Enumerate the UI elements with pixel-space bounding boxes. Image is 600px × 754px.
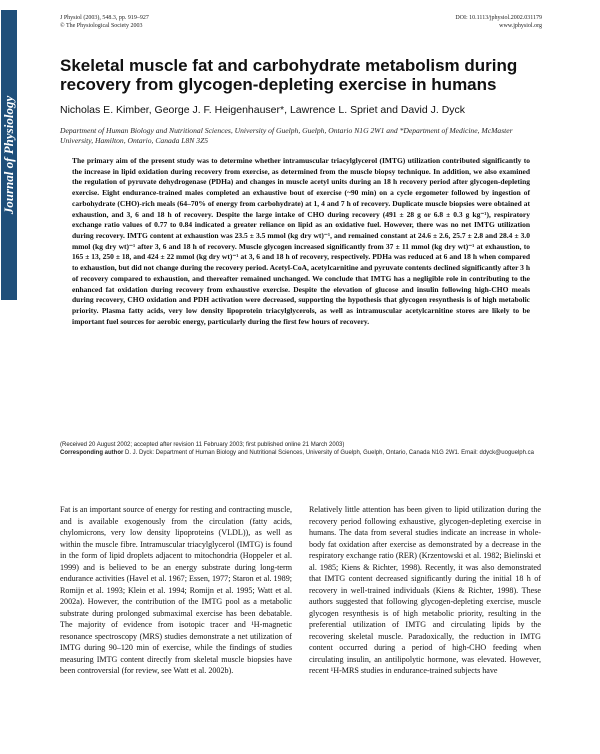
article-title: Skeletal muscle fat and carbohydrate metabolism during recovery from glycogen-depleting exercise in humans <box>60 56 518 94</box>
header-left <box>60 14 149 30</box>
citation: J Physiol (2003), 548.3, pp. 919–927 <box>60 15 149 21</box>
journal-name: Journal of Physiology <box>1 95 16 215</box>
correspondence-label: Corresponding author <box>60 450 124 457</box>
journal-spine-band <box>1 10 17 300</box>
doi: DOI: 10.1113/jphysiol.2002.031179 <box>455 15 542 21</box>
abstract <box>72 156 530 328</box>
affiliations: Department of Human Biology and Nutritional Sciences, University of Guelph, Guelph, Ontario N1G 2W1 and *Department of Medicine, McMaster University, Hamilton, Ontario, Canada L8N 3Z5 <box>60 126 513 145</box>
abstract-text: The primary aim of the present study was to determine whether intramuscular triacylglycerol (IMTG) utilization contributed significantly to the increase in lipid oxidation during recovery from exercise, as determined from the muscle biopsy technique. In addition, we also examined the regulation of pyruvate dehydrogenase (PDHa) and changes in muscle acetyl units during an 18 h recovery period after glycogen-depleting exercise. Eight endurance-trained males completed an exhaustive bout of exercise (~90 min) on a cycle ergometer followed by ingestion of carbohydrate (CHO)-rich meals (64–70% of energy from carbohydrate) at 1, 4 and 7 h of recovery. Duplicate muscle biopsies were obtained at exhaustion, and 3, 6 and 18 h of recovery. Despite the large intake of CHO during recovery (491 ± 28 g or 6.8 ± 0.3 g kg⁻¹), respiratory exchange ratio values of 0.77 to 0.84 indicated a greater reliance on lipid as an oxidative fuel. However, there was no net IMTG utilization during recovery. IMTG content at exhaustion was 23.5 ± 3.5 mmol (kg dry wt)⁻¹, and remained constant at 24.6 ± 2.6, 25.7 ± 2.8 and 28.4 ± 3.0 mmol (kg dry wt)⁻¹ after 3, 6 and 18 h of recovery. Muscle glycogen increased significantly from 37 ± 11 mmol (kg dry wt)⁻¹ at exhaustion, to 165 ± 13, 250 ± 18, and 424 ± 22 mmol (kg dry wt)⁻¹ at 3, 6 and 18 h of recovery, respectively. PDHa was reduced at 6 and 18 h when compared to exhaustion, but did not change during the recovery period. Acetyl-CoA, acetylcarnitine and pyruvate contents declined significantly after 3 h of recovery compared to exhaustion, and thereafter remained unchanged. We conclude that IMTG has a negligible role in contributing to the enhanced fat oxidation during recovery from exhaustive exercise. Despite the elevation of glucose and insulin following high-CHO meals during recovery, CHO oxidation and PDH activation were decreased, supporting the hypothesis that glycogen resynthesis is of high metabolic priority. Plasma fatty acids, very low density lipoprotein triacylglycerols, as well as intramuscular acetylcarnitine stores are likely to be important fuel sources for aerobic energy, particularly during the first few hours of recovery. <box>72 156 530 326</box>
body-column-right: Relatively little attention has been given to lipid utilization during the recovery period following exhaustive, glycogen-depleting exercise in humans. The data from several studies indicate an increase in whole-body fat oxidation after exercise as demonstrated by a decrease in the respiratory exchange ratio (RER) (Krzentowski et al. 1982; Bielinski et al. 1985; Kiens & Richter, 1998). Recently, it was also demonstrated that IMTG content decreased significantly during the initial 18 h of recovery in well-trained individuals (Kiens & Richter, 1998). These authors suggested that following glycogen-depleting exercise, muscle glycogen resynthesis is of high metabolic priority, resulting in the preferential utilization of IMTG and circulating lipids by the recovering skeletal muscle. Paradoxically, the reduction in IMTG content occurred during a period of high-CHO feeding when circulating insulin, an antilipolytic hormone, was elevated. However, recent ¹H-MRS studies in endurance-trained subjects have <box>309 505 541 675</box>
header-right <box>455 14 542 30</box>
author-list: Nicholas E. Kimber, George J. F. Heigenhauser*, Lawrence L. Spriet and David J. Dyck <box>60 104 466 116</box>
journal-url: www.jphysiol.org <box>499 23 542 29</box>
article-dates <box>60 441 540 457</box>
journal-sidebar <box>0 0 18 754</box>
correspondence-text: D. J. Dyck: Department of Human Biology and Nutritional Sciences, University of Guelph, Guelph, Ontario, Canada N1G 2W1. Email: ddyck@uoguelph.ca <box>125 450 534 457</box>
correspondence <box>60 449 540 457</box>
copyright: © The Physiological Society 2003 <box>60 23 143 29</box>
received-dates: (Received 20 August 2002; accepted after revision 11 February 2003; first published online 21 March 2003) <box>60 442 345 448</box>
body-column-left: Fat is an important source of energy for resting and contracting muscle, and is available exogenously from the circulation (fatty acids, chylomicrons, very low density lipoproteins (VLDL)), as well as within the muscle fibre. Intramuscular triacylglycerol (IMTG) is found in the form of lipid droplets adjacent to mitochondria (Hoppeler et al. 1999) and is believed to be an energy substrate during long-term endurance activities (Havel et al. 1967; Essen, 1977; Staron et al. 1989; Romijn et al. 1993; Klein et al. 1994; Romijn et al. 1995; Watt et al. 2002a). However, the contribution of the IMTG pool as a metabolic substrate during prolonged submaximal exercise has been debatable. The majority of evidence from isotopic tracer and ¹H-magnetic resonance spectroscopy (MRS) studies demonstrate a net utilization of IMTG during 90–120 min of exercise, while the findings of studies measuring IMTG content directly from skeletal muscle biopsies have been controversial (for review, see Watt et al. 2002b). <box>60 505 292 675</box>
